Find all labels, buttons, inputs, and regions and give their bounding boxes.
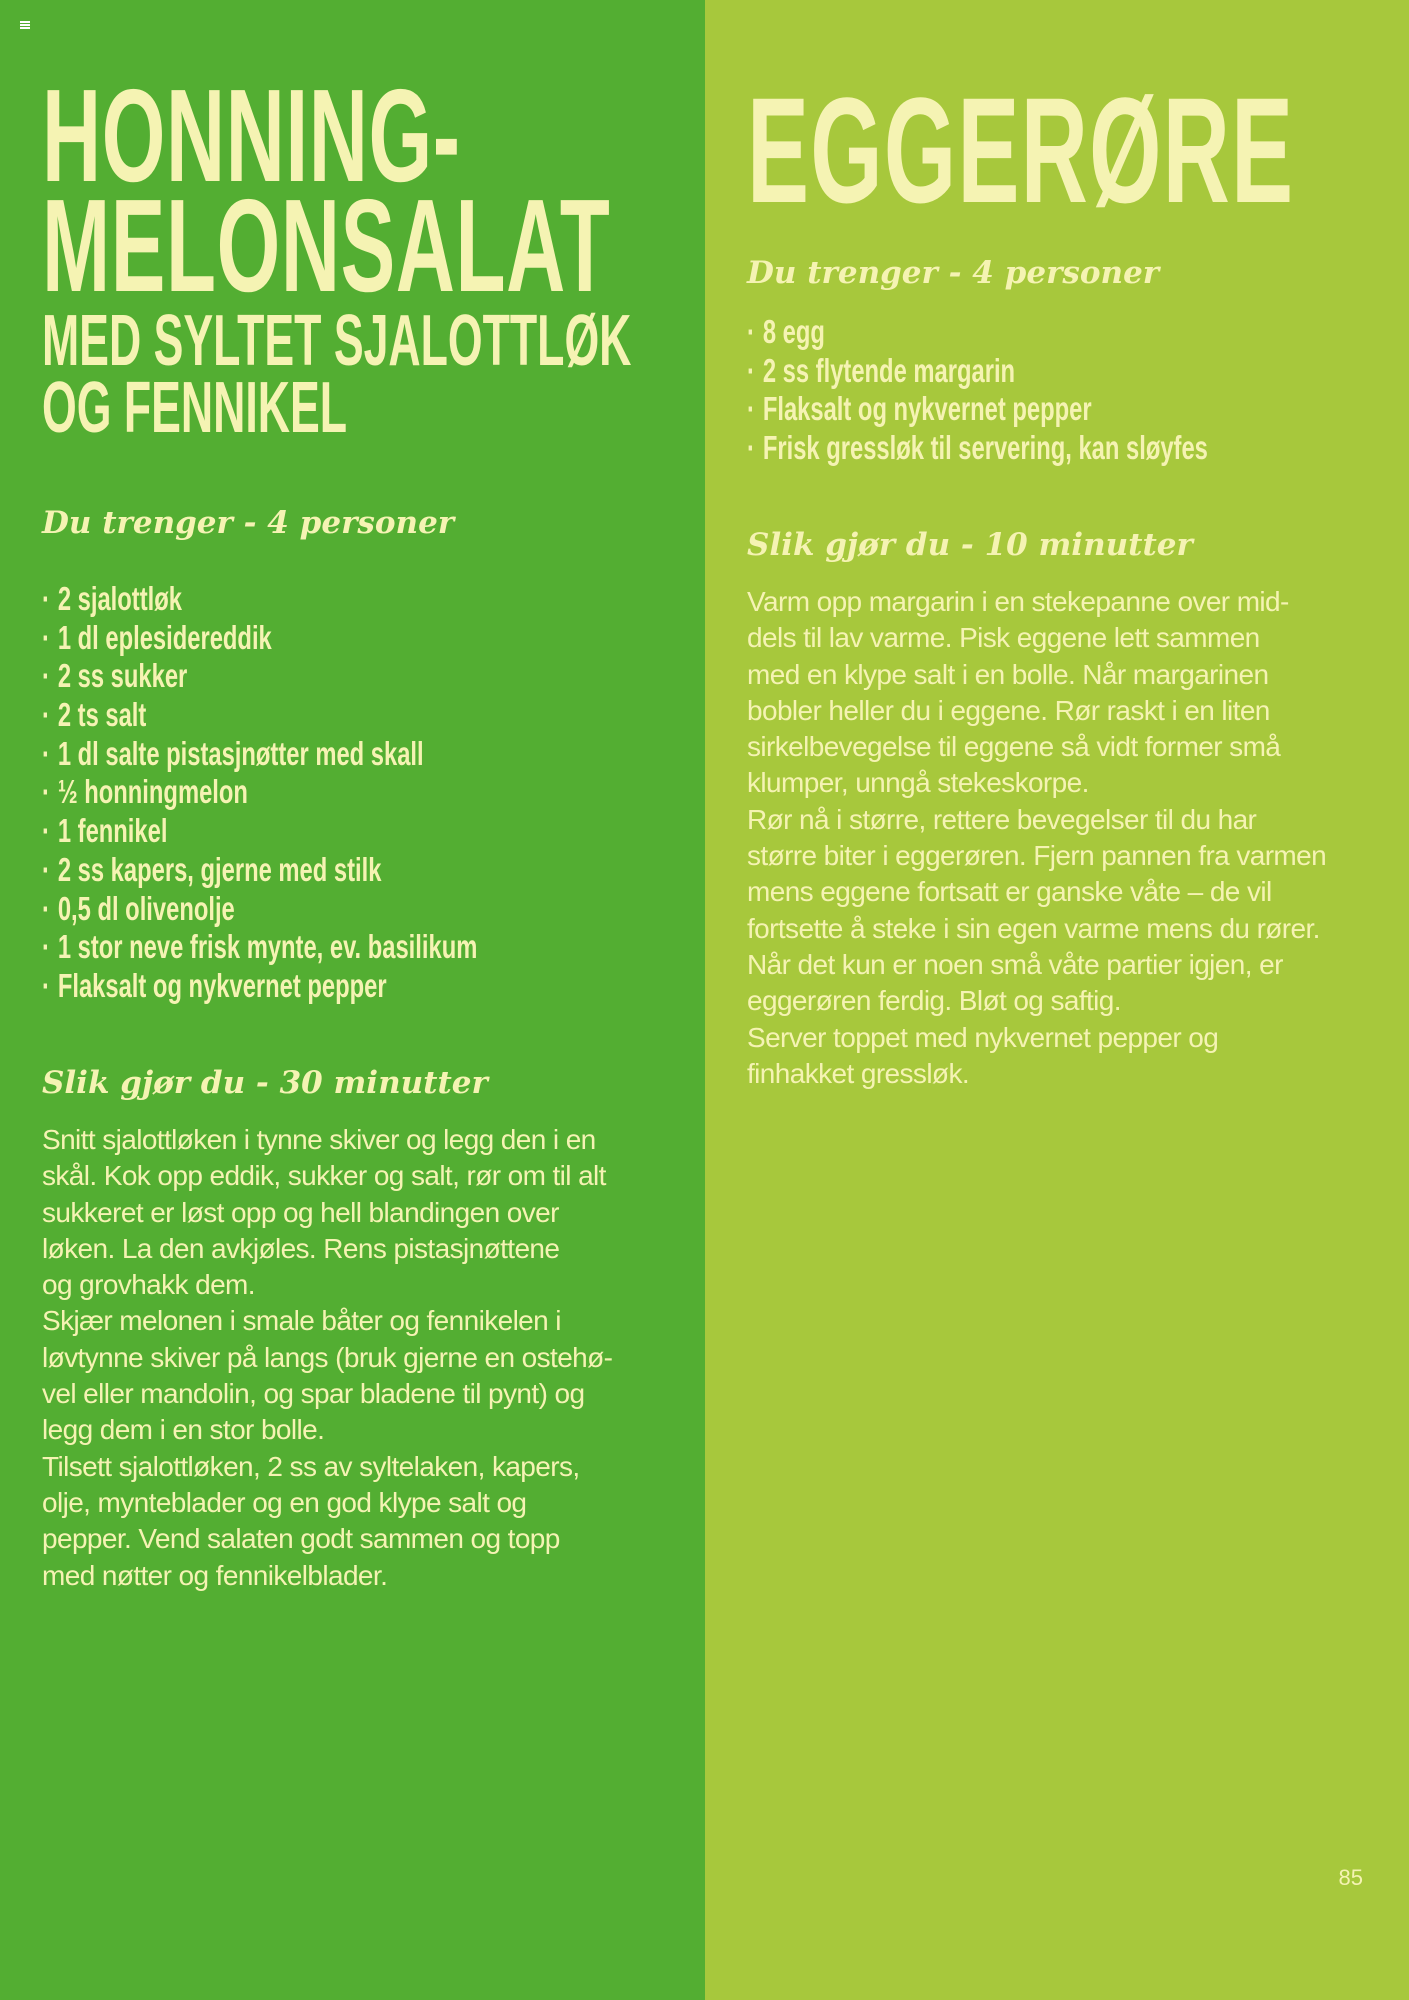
method-line: dels til lav varme. Pisk eggene lett sammen xyxy=(747,622,1260,654)
method-line: mens eggene fortsatt er ganske våte – de vil xyxy=(747,876,1272,908)
method-line: olje, mynteblader og en god klype salt og xyxy=(42,1486,527,1518)
ingredient-text: 0,5 dl olivenolje xyxy=(57,889,235,927)
ingredient-text: 1 dl salte pistasjnøtter med skall xyxy=(57,734,424,772)
bullet-icon: · xyxy=(747,390,755,428)
ingredient-text: 8 egg xyxy=(762,313,825,350)
bullet-icon: · xyxy=(42,850,50,888)
bullet-icon: · xyxy=(747,313,755,350)
ingredient-text: 2 sjalottløk xyxy=(57,580,182,617)
ingredient-item xyxy=(42,657,477,696)
method-line: finhakket gressløk. xyxy=(747,1057,970,1089)
left-method-text xyxy=(42,1122,612,1594)
method-line: skål. Kok opp eddik, sukker og salt, rør om til alt xyxy=(42,1160,606,1192)
menu-icon[interactable] xyxy=(20,21,30,29)
left-subtitle-line2: OG FENNIKEL xyxy=(42,368,348,448)
bullet-icon: · xyxy=(42,966,50,1004)
ingredient-item xyxy=(747,313,1208,352)
ingredient-item xyxy=(747,429,1208,468)
method-line: sukkeret er løst opp og hell blandingen over xyxy=(42,1196,559,1228)
ingredient-text: 2 ss flytende margarin xyxy=(762,351,1016,389)
method-line: Når det kun er noen små våte partier igjen, er xyxy=(747,948,1283,980)
method-line: fortsette å steke i sin egen varme mens du rører. xyxy=(747,912,1320,944)
ingredient-text: Frisk gressløk til servering, kan sløyfes xyxy=(762,429,1208,467)
method-line: pepper. Vend salaten godt sammen og topp xyxy=(42,1523,560,1555)
bullet-icon: · xyxy=(42,580,50,617)
ingredient-item xyxy=(42,851,477,890)
bullet-icon: · xyxy=(42,618,50,656)
method-line: Rør nå i større, rettere bevegelser til du har xyxy=(747,803,1257,835)
ingredient-item xyxy=(747,352,1208,391)
method-line: Varm opp margarin i en stekepanne over mid- xyxy=(747,586,1289,617)
ingredient-text: 2 ss sukker xyxy=(57,657,188,695)
method-line: større biter i eggerøren. Fjern pannen fra varmen xyxy=(747,840,1327,872)
ingredient-text: 1 fennikel xyxy=(57,812,168,850)
right-ingredients-list xyxy=(747,313,1208,468)
bullet-icon: · xyxy=(42,657,50,695)
method-line: og grovhakk dem. xyxy=(42,1269,255,1301)
method-line: Snitt sjalottløken i tynne skiver og legg den i en xyxy=(42,1124,596,1155)
ingredient-text: 2 ts salt xyxy=(57,696,147,734)
method-line: Server toppet med nykvernet pepper og xyxy=(747,1021,1219,1053)
right-title: EGGERØRE xyxy=(747,66,1295,234)
ingredient-item xyxy=(42,735,477,774)
left-ingredients-heading: Du trenger - 4 personer xyxy=(42,505,455,541)
left-subtitle-line1: MED SYLTET SJALOTTLØK xyxy=(42,301,632,381)
bullet-icon: · xyxy=(42,696,50,734)
ingredient-item xyxy=(42,890,477,929)
left-title-line1: HONNING- xyxy=(42,62,461,209)
bullet-icon: · xyxy=(42,889,50,927)
ingredient-text: 2 ss kapers, gjerne med stilk xyxy=(57,850,382,888)
ingredient-text: 1 stor neve frisk mynte, ev. basilikum xyxy=(57,928,478,966)
right-method-heading: Slik gjør du - 10 minutter xyxy=(747,527,1193,563)
method-line: løvtynne skiver på langs (bruk gjerne en ostehø- xyxy=(42,1341,613,1373)
method-line: løken. La den avkjøles. Rens pistasjnøttene xyxy=(42,1232,560,1264)
bullet-icon: · xyxy=(42,773,50,811)
left-method-heading: Slik gjør du - 30 minutter xyxy=(42,1065,488,1101)
ingredient-item xyxy=(747,390,1208,429)
ingredient-text: Flaksalt og nykvernet pepper xyxy=(57,966,387,1004)
method-line: klumper, unngå stekeskorpe. xyxy=(747,767,1089,799)
bullet-icon: · xyxy=(747,351,755,389)
ingredient-text: 1 dl eplesidereddik xyxy=(57,618,272,656)
ingredient-item xyxy=(42,619,477,658)
bullet-icon: · xyxy=(42,812,50,850)
method-line: bobler heller du i eggene. Rør raskt i en liten xyxy=(747,694,1270,726)
ingredient-item xyxy=(42,812,477,851)
left-title-line2: MELONSALAT xyxy=(42,172,611,319)
bullet-icon: · xyxy=(747,429,755,467)
ingredient-text: ½ honningmelon xyxy=(57,773,248,811)
bullet-icon: · xyxy=(42,928,50,966)
right-ingredients-heading: Du trenger - 4 personer xyxy=(747,255,1160,291)
ingredient-item xyxy=(42,696,477,735)
method-line: Skjær melonen i smale båter og fennikelen i xyxy=(42,1305,561,1337)
bullet-icon: · xyxy=(42,734,50,772)
ingredient-item xyxy=(42,773,477,812)
method-line: Tilsett sjalottløken, 2 ss av syltelaken, kapers, xyxy=(42,1450,580,1482)
right-method-text xyxy=(747,584,1326,1092)
ingredient-item xyxy=(42,928,477,967)
left-ingredients-list xyxy=(42,580,477,1006)
method-line: med nøtter og fennikelblader. xyxy=(42,1559,388,1591)
method-line: med en klype salt i en bolle. Når margarinen xyxy=(747,658,1269,690)
method-line: vel eller mandolin, og spar bladene til pynt) og xyxy=(42,1378,585,1410)
method-line: sirkelbevegelse til eggene så vidt former små xyxy=(747,731,1281,763)
ingredient-item xyxy=(42,580,477,619)
page-number: 85 xyxy=(1338,1865,1363,1890)
ingredient-item xyxy=(42,967,477,1006)
method-line: eggerøren ferdig. Bløt og saftig. xyxy=(747,985,1121,1017)
ingredient-text: Flaksalt og nykvernet pepper xyxy=(762,390,1092,428)
method-line: legg dem i en stor bolle. xyxy=(42,1414,325,1446)
